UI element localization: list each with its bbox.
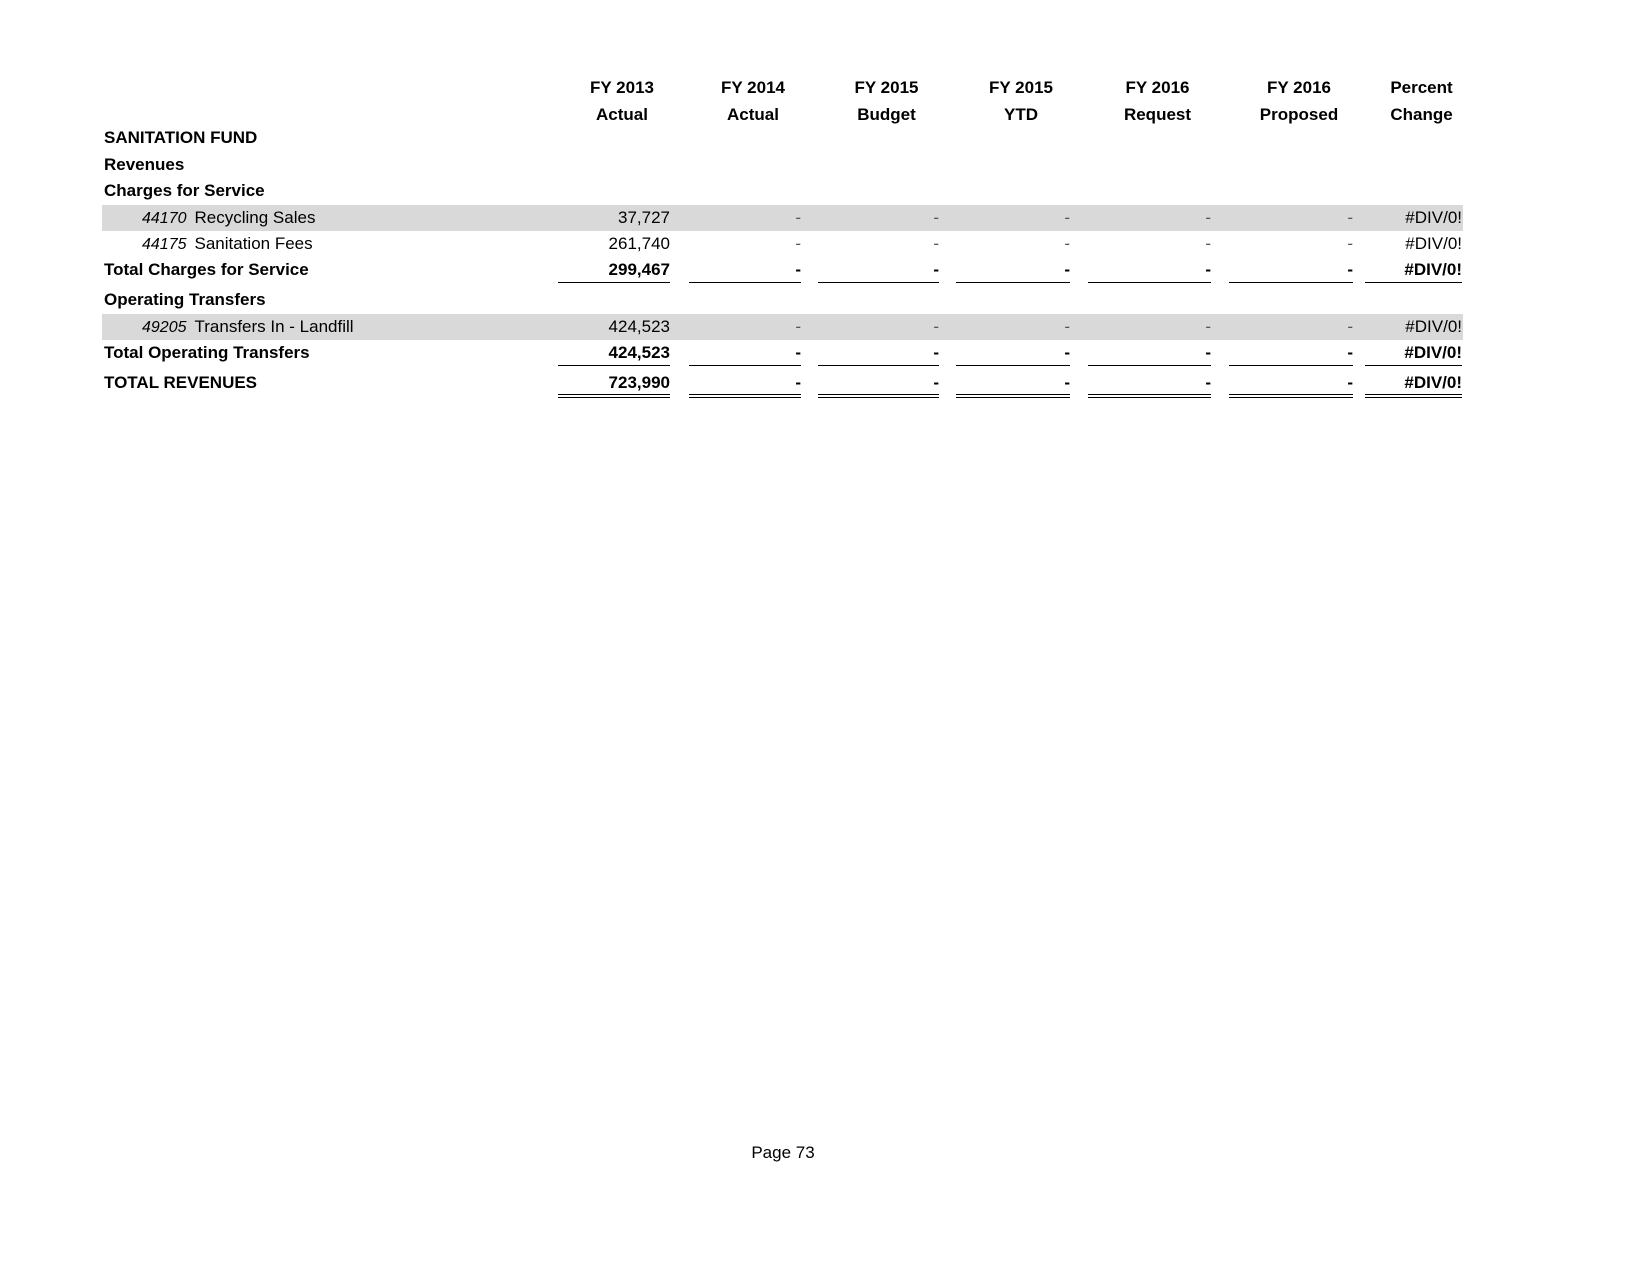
cell-value: - [689,340,801,366]
cell-value: - [818,257,939,283]
cell-value: - [689,370,801,398]
cell-value: - [1229,370,1353,398]
cell-value: #DIV/0! [1365,340,1462,366]
cell-value: 261,740 [608,234,670,253]
cell-value: - [1347,317,1353,336]
cell-value: - [1088,257,1211,283]
line-item-row [102,205,1463,231]
column-header-line2: Actual [727,105,779,124]
cell-value: - [818,370,939,398]
section-row [102,152,1463,178]
cell-value: - [1205,208,1211,227]
cell-value: - [1205,317,1211,336]
total-row [102,257,1463,283]
cell-value: - [933,317,939,336]
column-header-line2: YTD [1004,105,1038,124]
row-label [142,234,313,254]
fund-title-row [102,125,1463,151]
row-label-text: Charges for Service [104,181,265,200]
cell-value: - [1229,257,1353,283]
column-header-line1: FY 2015 [989,78,1053,97]
account-code: 49205 [142,319,187,336]
row-label-text: Operating Transfers [104,290,266,309]
column-header-line1: FY 2016 [1267,78,1331,97]
cell-value: - [956,340,1070,366]
account-code: 44170 [142,210,187,227]
cell-value: 424,523 [608,317,670,336]
line-item-row [102,231,1463,257]
cell-value: - [818,340,939,366]
cell-value: - [795,317,801,336]
cell-value: #DIV/0! [1405,208,1462,227]
column-header [956,74,1086,128]
row-label-text: Transfers In - Landfill [194,317,354,336]
section-title: Revenues [104,155,185,174]
column-header-line2: Actual [596,105,648,124]
cell-value: - [1347,234,1353,253]
cell-value: - [795,234,801,253]
line-item-row [102,314,1463,340]
row-label-text: TOTAL REVENUES [104,373,258,392]
cell-value: #DIV/0! [1365,370,1462,398]
cell-value: - [1088,340,1211,366]
column-header-line1: FY 2015 [854,78,919,97]
cell-value: #DIV/0! [1365,257,1462,283]
cell-value: - [956,370,1070,398]
cell-value: - [1088,370,1211,398]
cell-value: - [1064,208,1070,227]
row-label-text: Total Charges for Service [104,260,309,279]
account-code: 44175 [142,236,187,253]
fund-title: SANITATION FUND [104,128,258,147]
row-label-text: Sanitation Fees [194,234,313,253]
column-header-line1: FY 2016 [1125,78,1190,97]
cell-value: - [1064,234,1070,253]
column-header [1088,74,1227,128]
column-header-line2: Change [1390,105,1453,124]
column-header [1229,74,1369,128]
cell-value: - [1064,317,1070,336]
row-label [142,208,315,228]
column-header-line2: Proposed [1259,105,1339,124]
row-label-text: Total Operating Transfers [104,343,310,362]
column-header-line1: FY 2014 [721,78,785,97]
column-header-line2: Budget [857,105,916,124]
column-header [689,74,817,128]
row-label [142,317,354,337]
cell-value: - [956,257,1070,283]
cell-value: - [689,257,801,283]
cell-value: - [933,234,939,253]
column-header-line1: FY 2013 [590,78,654,97]
cell-value: 424,523 [558,340,670,366]
cell-value: - [1347,208,1353,227]
cell-value: 299,467 [558,257,670,283]
row-label-text: Recycling Sales [194,208,316,227]
cell-value: 37,727 [618,208,670,227]
row-label [104,373,257,393]
group-row [102,178,1463,204]
cell-value: - [1229,340,1353,366]
group-row [102,287,1463,313]
column-header-line1: Percent [1390,78,1453,97]
cell-value: #DIV/0! [1405,234,1462,253]
row-label [104,260,309,280]
cell-value: - [1205,234,1211,253]
cell-value: #DIV/0! [1405,317,1462,336]
row-label [104,181,265,201]
row-label [104,343,310,363]
page-number: Page 73 [751,1143,815,1162]
total-row [102,340,1463,366]
cell-value: 723,990 [558,370,670,398]
cell-value: - [933,208,939,227]
column-header [558,74,686,128]
column-header [1365,74,1478,128]
grand-row [102,370,1463,396]
row-label [104,290,266,310]
column-header [818,74,955,128]
cell-value: - [795,208,801,227]
column-header-line2: Request [1123,105,1192,124]
